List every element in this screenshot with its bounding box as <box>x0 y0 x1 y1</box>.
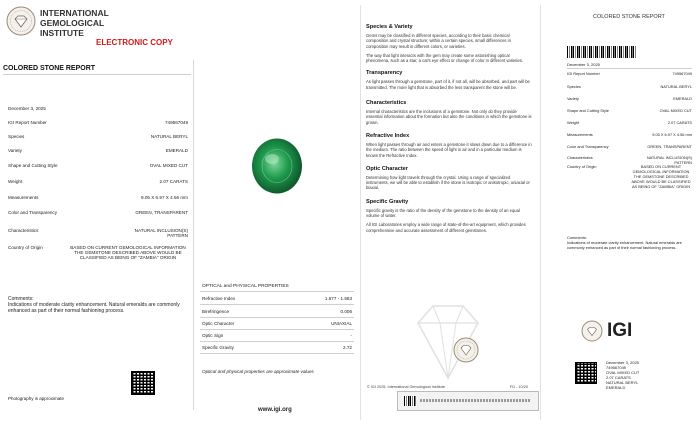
right-report-title: COLORED STONE REPORT <box>593 14 665 20</box>
def-paragraph: All IGI Laboratories employ a wide range of state-of-the-art equipment, which provides comprehensive and accurate assessment of different gemstones. <box>366 222 526 233</box>
report-number: 749567049 <box>165 120 188 125</box>
def-paragraph: Internal characteristics are the inclusions of a gemstone. Not only do they provide essential information about the formation but also the conditions in which the gemstone is grown. <box>366 109 532 125</box>
igi-seal-icon <box>6 6 36 36</box>
field-label: Variety <box>8 148 22 153</box>
emerald-gem-image <box>250 137 304 195</box>
optical-label: Refractive Index <box>202 296 236 301</box>
right-report-date: December 3, 2025 <box>567 62 600 67</box>
security-strip <box>397 391 539 411</box>
definitions-column <box>366 24 533 233</box>
website-link[interactable]: www.igi.org <box>258 407 292 413</box>
footer-code: FD - 10/20 <box>510 385 528 389</box>
report-title: COLORED STONE REPORT <box>3 65 96 72</box>
right-field-label: Characteristics <box>567 155 593 160</box>
igi-seal-icon <box>453 337 479 363</box>
right-field-value: 9.05 X 6.97 X 4.56 mm <box>652 132 692 137</box>
qr-code-icon <box>575 362 597 384</box>
optical-value: 2.72 <box>343 345 352 350</box>
barcode-icon <box>567 46 637 58</box>
copyright-text: © IGI 2025, International Gemological Institute <box>367 385 445 389</box>
field-label: Shape and Cutting Style <box>8 163 58 168</box>
right-field-label: Measurements <box>567 132 593 137</box>
right-field-value: EMERALD <box>673 96 692 101</box>
field-value: NATURAL INCLUSION(S) PATTERN <box>134 228 188 238</box>
right-field-label: Variety <box>567 96 579 101</box>
def-paragraph: Determining how light travels through the crystal. Using a range of specialized instruments, we will be able to establish if the stone is isotropic or anisotropic, uniaxial or biaxial. <box>366 174 530 191</box>
field-value: 2.07 CARATS <box>159 179 188 184</box>
right-comments-label: Comments: <box>567 235 587 240</box>
field-value: GREEN, TRANSPARENT <box>135 210 188 215</box>
igi-logo <box>581 320 632 342</box>
def-heading: Characteristics <box>366 100 407 107</box>
right-field-label: Color and Transparency <box>567 144 609 149</box>
right-comments-text: Indications of moderate clarity enhancement. Natural emeralds are commonly enhanced as part of their normal fashioning process. <box>567 239 682 250</box>
summary-line: EMERALD <box>606 385 626 390</box>
summary-line: NATURAL BERYL <box>606 380 639 385</box>
field-label: Country of Origin <box>8 245 43 250</box>
optical-label: Optic Character <box>202 321 235 326</box>
field-label: Weight <box>8 179 23 184</box>
optical-label: Optic Sign <box>202 333 224 338</box>
right-field-value: OVAL MIXED CUT <box>659 108 692 113</box>
right-field-label: Shape and Cutting Style <box>567 108 609 113</box>
right-field-value: GREEN, TRANSPARENT <box>647 144 692 149</box>
watermark-diamond-icon <box>398 298 498 383</box>
field-value: EMERALD <box>165 148 188 153</box>
field-label: Characteristics <box>8 228 39 233</box>
institute-name-line1: INTERNATIONAL <box>40 8 109 18</box>
summary-line: OVAL MIXED CUT <box>606 370 640 375</box>
electronic-copy-label: ELECTRONIC COPY <box>96 38 173 47</box>
field-value: OVAL MIXED CUT <box>149 163 188 168</box>
field-value: NATURAL BERYL <box>150 134 188 139</box>
optical-value: - <box>350 333 352 338</box>
field-value: 9.05 X 6.97 X 4.56 mm <box>141 195 188 200</box>
institute-name-line2: GEMOLOGICAL <box>40 18 105 28</box>
optical-label: Birefringence <box>202 309 230 314</box>
optical-value: 1.577 - 1.583 <box>324 296 352 301</box>
right-field-value: NATURAL BERYL <box>660 84 692 89</box>
right-field-label: Country of Origin <box>567 164 597 169</box>
field-label: Color and Transparency <box>8 210 58 215</box>
optical-value: UNIAXIAL <box>331 321 352 326</box>
def-paragraph: Gems may be classified in different species, according to their basic chemical composition and crystal structure; within a certain species, small differences in composition may result in different colors, or varieties. <box>366 33 511 49</box>
right-field-label: Weight <box>567 120 580 125</box>
right-field-value: 2.07 CARATS <box>667 120 692 125</box>
def-heading: Species & Variety <box>366 24 413 30</box>
optical-value: 0.006 <box>340 309 352 314</box>
optical-note: Optical and physical properties are approximate values <box>202 369 314 374</box>
qr-code-icon <box>131 371 155 395</box>
def-heading: Transparency <box>366 70 403 77</box>
institute-name-line3: INSTITUTE <box>40 28 84 38</box>
field-label: Measurements <box>8 195 39 200</box>
right-field-value: 749567049 <box>672 71 692 76</box>
comments-text: Indications of moderate clarity enhancement. Natural emeralds are commonly enhanced as part of their normal fashioning process. <box>8 302 180 314</box>
summary-line: 2.07 CARATS <box>606 375 631 380</box>
def-paragraph: When light passes through air and enters a gemstone it slows down due to a difference in the medium. The ratio between the speed of light in air and in a particular medium is known the Refractive Index. <box>366 141 532 158</box>
def-paragraph: The way that light interacts with the gem may create some astonishing optical phenomena, such as a star, a cat's eye effect or change of color in different varieties. <box>366 52 524 64</box>
igi-seal-icon <box>581 320 603 342</box>
report-date: December 3, 2025 <box>8 106 46 111</box>
def-paragraph: As light passes through a gemstone, part of it, if not all, will be absorbed, and part will be transmitted. The more light that is absorbed the less transparent the stone will be. <box>366 79 530 90</box>
summary-line: 749567049 <box>606 365 627 370</box>
def-heading: Optic Character <box>366 165 408 172</box>
origin-value: BASED ON CURRENT GEMOLOGICAL INFORMATION THE GEMSTONE DESCRIBED ABOVE WOULD BE CLASSIFIED AS BEING OF "ZAMBIA" ORIGIN <box>70 245 186 260</box>
right-field-value: BASED ON CURRENT GEMOLOGICAL INFORMATION THE GEMSTONE DESCRIBED ABOVE WOULD BE CLASSIFIED AS BEING OF "ZAMBIA" ORIGIN <box>631 164 691 189</box>
right-field-label: IGI Report Number <box>567 71 600 76</box>
def-heading: Refractive Index <box>366 132 410 139</box>
right-field-value: NATURAL INCLUSION(S) PATTERN <box>646 155 692 165</box>
photo-note: Photography is approximate <box>8 396 65 401</box>
field-label: Species <box>8 134 25 139</box>
igi-logo-text: IGI <box>607 320 633 341</box>
summary-line: December 3, 2025 <box>606 360 639 365</box>
comments-label: Comments: <box>8 296 34 302</box>
optical-label: Specific Gravity <box>202 345 234 350</box>
right-field-label: Species <box>567 84 581 89</box>
optical-title: OPTICAL and PHYSICAL PROPERTIES <box>202 284 289 289</box>
def-heading: Specific Gravity <box>366 198 409 205</box>
field-label: IGI Report Number <box>8 120 47 125</box>
def-paragraph: Specific gravity is the ratio of the density of the gemstone to the density of an equal volume of water. <box>366 207 520 219</box>
right-summary <box>606 360 639 390</box>
